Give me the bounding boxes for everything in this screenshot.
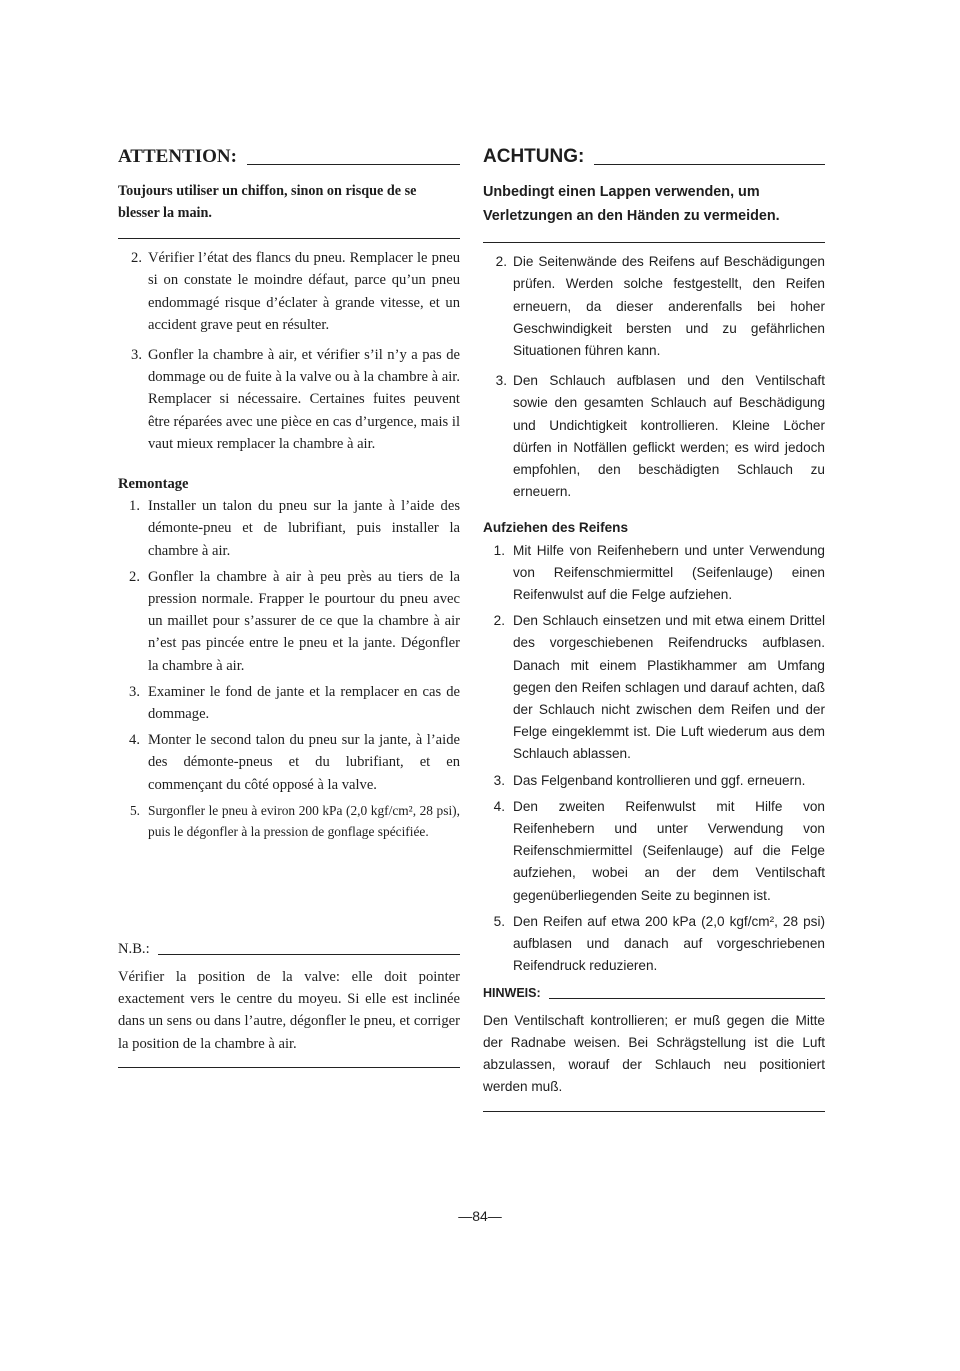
french-column: [118, 146, 460, 1068]
step-item: [483, 770, 825, 792]
section-title: Aufziehen des Reifens: [483, 520, 629, 536]
step-item: [118, 681, 460, 725]
step-number: 5.: [493, 913, 505, 929]
step-item: [483, 610, 825, 765]
step-item: [118, 729, 460, 796]
step-item: [483, 796, 825, 907]
note-block: [483, 982, 825, 1112]
note-title: HINWEIS:: [483, 985, 541, 1000]
step-text: Den zweiten Reifenwulst mit Hilfe von Reifenhebern und unter Verwendung von Reifenschmiermittel (Seifenlauge) auf die Felge aufziehen, wobei an der dem Ventilschaft gegenüberliegenden Seite zu beginnen ist.: [513, 798, 825, 903]
step-text: Mit Hilfe von Reifenhebern und unter Verwendung von Reifenschmiermittel (Seifenlauge) einen Reifenwulst auf die Felge aufziehen.: [513, 542, 825, 603]
step-number: 3.: [129, 683, 140, 700]
step-number: 4.: [129, 732, 140, 749]
check-list: [483, 251, 825, 503]
list-item: [483, 251, 825, 362]
step-number: 1.: [493, 542, 505, 558]
step-item: [483, 540, 825, 607]
note-header: [118, 938, 460, 960]
list-item: [118, 344, 460, 455]
step-number: 1.: [129, 498, 140, 515]
item-text: Den Schlauch aufblasen und den Ventilschaft sowie den gesamten Schlauch auf Beschädigung und Undichtigkeit kontrollieren. Kleine Löcher dürfen in Notfällen geflickt werden; es wird jedoch empfohlen, den beschädigten Schlauch zu erneuern.: [513, 373, 825, 500]
note-text: Vérifier la position de la valve: elle doit pointer exactement vers le centre du moyeu. Si elle est inclinée dans un sens ou dans l’autre, dégonfler le pneu, et corriger la position de la chambre à air.: [118, 966, 460, 1068]
step-text: Installer un talon du pneu sur la jante à l’aide des démonte-pneu et de lubrifiant, puis installer la chambre à air.: [148, 498, 460, 559]
step-number: 3.: [493, 772, 505, 788]
step-number: 5.: [129, 802, 140, 818]
step-text: Den Schlauch einsetzen und mit etwa einem Drittel des vorgeschiebenen Reifendrucks aufblasen. Danach mit einem Plastikhammer am Umfang gegen den Reifen schlagen und darauf achten, daß der Schlauch nicht zwischen dem Reifen und der Felge eingeklemmt ist. Die Luft wiederum aus dem Schlauch ablassen.: [513, 613, 825, 762]
step-text: Den Reifen auf etwa 200 kPa (2,0 kgf/cm², 28 psi) aufblasen und danach auf vorgeschriebenen Reifendruck reduzieren.: [513, 913, 825, 974]
section-title: Remontage: [118, 476, 189, 493]
step-text: Monter le second talon du pneu sur la jante, à l’aide des démonte-pneus et du lubrifiant, et en commençant du côté opposé à la valve.: [148, 732, 460, 793]
achtung-title: ACHTUNG:: [483, 146, 585, 167]
item-number: 3.: [131, 347, 142, 364]
list-item: [118, 247, 460, 336]
steps-list: [118, 495, 460, 842]
note-rule: [158, 954, 460, 955]
step-text: Gonfler la chambre à air à peu près au tiers de la pression normale. Frapper le pourtour du pneu avec un maillet pour s’assurer de ce que la chambre à air n’est pas pincée entre le pneu et la jante. Dégonfler la chambre à air.: [148, 568, 460, 674]
step-number: 2.: [129, 568, 140, 585]
step-text: Surgonfler le pneu à eviron 200 kPa (2,0 kgf/cm², 28 psi), puis le dégonfler à la pression de gonflage spécifiée.: [148, 802, 460, 839]
item-number: 3.: [495, 373, 507, 389]
header-rule: [247, 164, 460, 165]
note-block: [118, 938, 460, 1068]
item-number: 2.: [495, 254, 507, 270]
item-number: 2.: [131, 250, 142, 267]
step-item: [483, 911, 825, 978]
item-text: Gonfler la chambre à air, et vérifier s’il n’y a pas de dommage ou de fuite à la valve ou à la chambre à air. Remplacer si nécessaire. Certaines fuites peuvent être réparées avec une pièce en cas d’urgence, mais il vaut mieux remplacer la chambre à air.: [148, 347, 460, 452]
steps-list: [483, 540, 825, 978]
note-header: [483, 982, 825, 1004]
attention-title: ATTENTION:: [118, 146, 237, 167]
german-column: [483, 146, 825, 1112]
check-list: [118, 247, 460, 455]
step-text: Examiner le fond de jante et la remplacer en cas de dommage.: [148, 683, 460, 723]
item-text: Vérifier l’état des flancs du pneu. Remplacer le pneu si on constate le moindre défaut, parce qu’un pneu endommagé risque d’éclater à grande vitesse, et un accident grave peut en résulter.: [148, 250, 460, 333]
note-text: Den Ventilschaft kontrollieren; er muß gegen die Mitte der Radnabe weisen. Bei Schrägstellung ist die Luft abzulassen, worauf der Schlauch neu positioniert werden muß.: [483, 1010, 825, 1112]
list-item: [483, 370, 825, 503]
attention-header: [118, 146, 460, 168]
step-item: [118, 800, 460, 842]
header-rule: [594, 164, 825, 165]
achtung-header: [483, 146, 825, 168]
step-item: [118, 566, 460, 677]
step-number: 4.: [493, 798, 505, 814]
note-title: N.B.:: [118, 940, 150, 957]
item-text: Die Seitenwände des Reifens auf Beschädigungen prüfen. Werden solche festgestellt, den Reifen erneuern, da dieser anderenfalls bei hoher Geschwindigkeit bersten und zu gefährlichen Situationen führen kann.: [513, 254, 825, 359]
note-rule: [549, 998, 825, 999]
step-text: Das Felgenband kontrollieren und ggf. erneuern.: [513, 772, 806, 788]
page-number: —84—: [458, 1208, 502, 1224]
warning-text: Unbedingt einen Lappen verwenden, um Verletzungen an den Händen zu vermeiden.: [483, 180, 825, 243]
step-number: 2.: [493, 613, 505, 629]
step-item: [118, 495, 460, 562]
warning-text: Toujours utiliser un chiffon, sinon on risque de se blesser la main.: [118, 180, 460, 239]
